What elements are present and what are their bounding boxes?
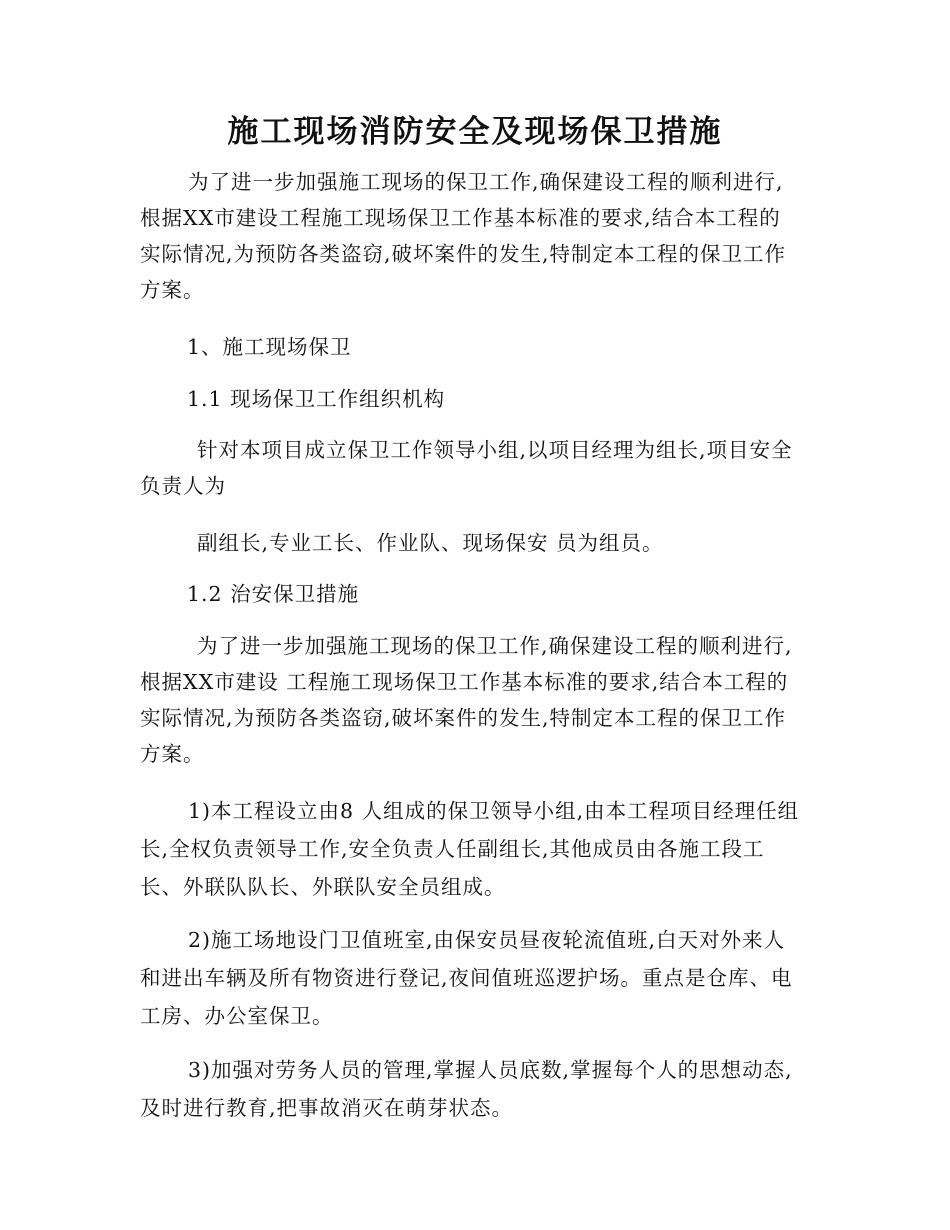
paragraph-line: 为了进一步加强施工现场的保卫工作,确保建设工程的顺利进行, [188, 170, 784, 194]
paragraph-line: 根据XX市建设 工程施工现场保卫工作基本标准的要求,结合本工程的 [140, 670, 789, 694]
subsection-heading: 1.2 治安保卫措施 [187, 582, 360, 606]
paragraph-line: 针对本项目成立保卫工作领导小组,以项目经理为组长,项目安全 [197, 438, 793, 462]
paragraph-line: 方案。 [140, 742, 205, 766]
paragraph-line: 实际情况,为预防各类盗窃,破坏案件的发生,特制定本工程的保卫工作 [140, 706, 787, 730]
paragraph-line: 实际情况,为预防各类盗窃,破坏案件的发生,特制定本工程的保卫工作 [140, 242, 787, 266]
subsection-heading: 1.1 现场保卫工作组织机构 [187, 387, 446, 411]
paragraph-line: 根据XX市建设工程施工现场保卫工作基本标准的要求,结合本工程的 [140, 206, 781, 230]
paragraph-line: 方案。 [140, 278, 205, 302]
paragraph-line: 为了进一步加强施工现场的保卫工作,确保建设工程的顺利进行, [197, 634, 793, 658]
paragraph-line: 及时进行教育,把事故消灭在萌芽状态。 [140, 1096, 514, 1120]
paragraph-line: 工房、办公室保卫。 [140, 1004, 334, 1028]
paragraph-line: 负责人为 [140, 474, 226, 498]
document-title: 施工现场消防安全及现场保卫措施 [227, 114, 723, 150]
org-paragraph [140, 432, 793, 504]
list-item [140, 1051, 793, 1127]
paragraph-line: 长、外联队队长、外联队安全员组成。 [140, 875, 506, 899]
list-item [140, 921, 793, 1035]
section-heading: 1、施工现场保卫 [187, 335, 352, 359]
paragraph-line: 1)本工程设立由8 人组成的保卫领导小组,由本工程项目经理任组 [188, 799, 800, 823]
paragraph-line: 2)施工场地设门卫值班室,由保安员昼夜轮流值班,白天对外来人 [188, 928, 786, 952]
security-intro-paragraph [140, 628, 793, 772]
org-continued-paragraph: 副组长,专业工长、作业队、现场保安 员为组员。 [197, 531, 664, 555]
paragraph-line: 和进出车辆及所有物资进行登记,夜间值班巡逻护场。重点是仓库、电 [140, 966, 793, 990]
list-item [140, 792, 799, 906]
paragraph-line: 长,全权负责领导工作,安全负责人任副组长,其他成员由各施工段工 [140, 837, 765, 861]
intro-paragraph [140, 164, 786, 308]
paragraph-line: 3)加强对劳务人员的管理,掌握人员底数,掌握每个人的思想动态, [188, 1058, 793, 1082]
